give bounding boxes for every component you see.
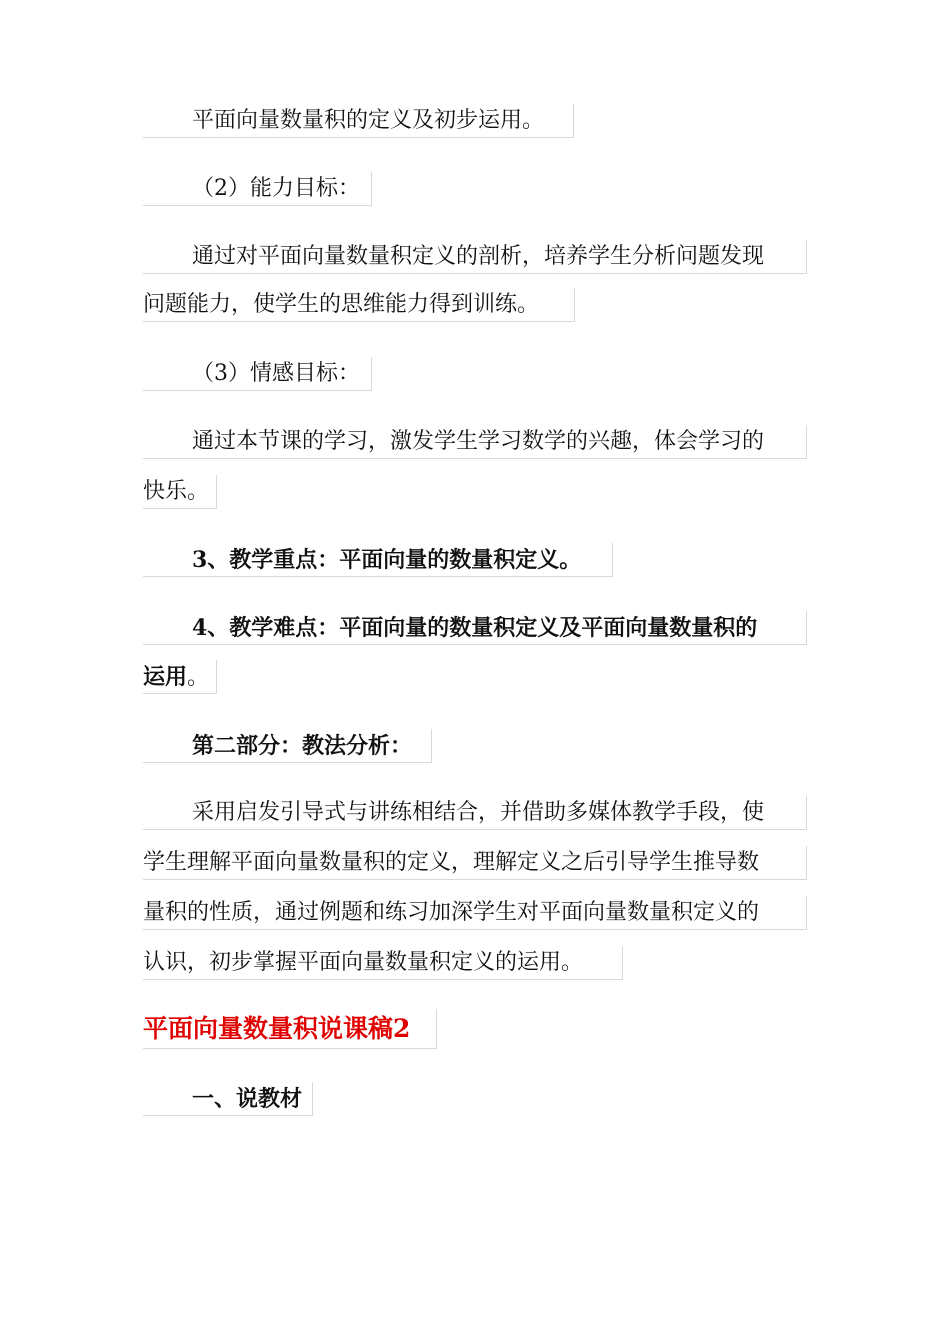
teaching-difficulty-continued: 运用。 (143, 660, 217, 694)
paragraph-line: 问题能力，使学生的思维能力得到训练。 (143, 288, 575, 322)
paragraph-line: 通过本节课的学习，激发学生学习数学的兴趣，体会学习的 (143, 425, 807, 459)
subheading-emotion-goal: （3）情感目标： (143, 357, 372, 391)
paragraph-line: 量积的性质，通过例题和练习加深学生对平面向量数量积定义的 (143, 896, 807, 930)
paragraph-line: 快乐。 (143, 475, 217, 509)
subheading-ability-goal: （2）能力目标： (143, 172, 372, 206)
difficulty-bold-text: 运用 (143, 664, 188, 690)
teaching-difficulty: 4、教学难点：平面向量的数量积定义及平面向量数量积的 (143, 611, 807, 645)
paragraph-line: 采用启发引导式与讲练相结合，并借助多媒体教学手段，使 (143, 796, 807, 830)
paragraph-line: 平面向量数量积的定义及初步运用。 (143, 104, 574, 138)
part-two-heading: 第二部分：教法分析： (143, 729, 432, 763)
section-heading-textbook: 一、说教材 (143, 1082, 313, 1116)
paragraph-line: 学生理解平面向量数量积的定义，理解定义之后引导学生推导数 (143, 846, 807, 880)
document-section-title: 平面向量数量积说课稿2 (143, 1009, 437, 1049)
teaching-key-point: 3、教学重点：平面向量的数量积定义。 (143, 543, 613, 577)
paragraph-line: 认识，初步掌握平面向量数量积定义的运用。 (143, 946, 623, 980)
paragraph-line: 通过对平面向量数量积定义的剖析，培养学生分析问题发现 (143, 240, 807, 274)
